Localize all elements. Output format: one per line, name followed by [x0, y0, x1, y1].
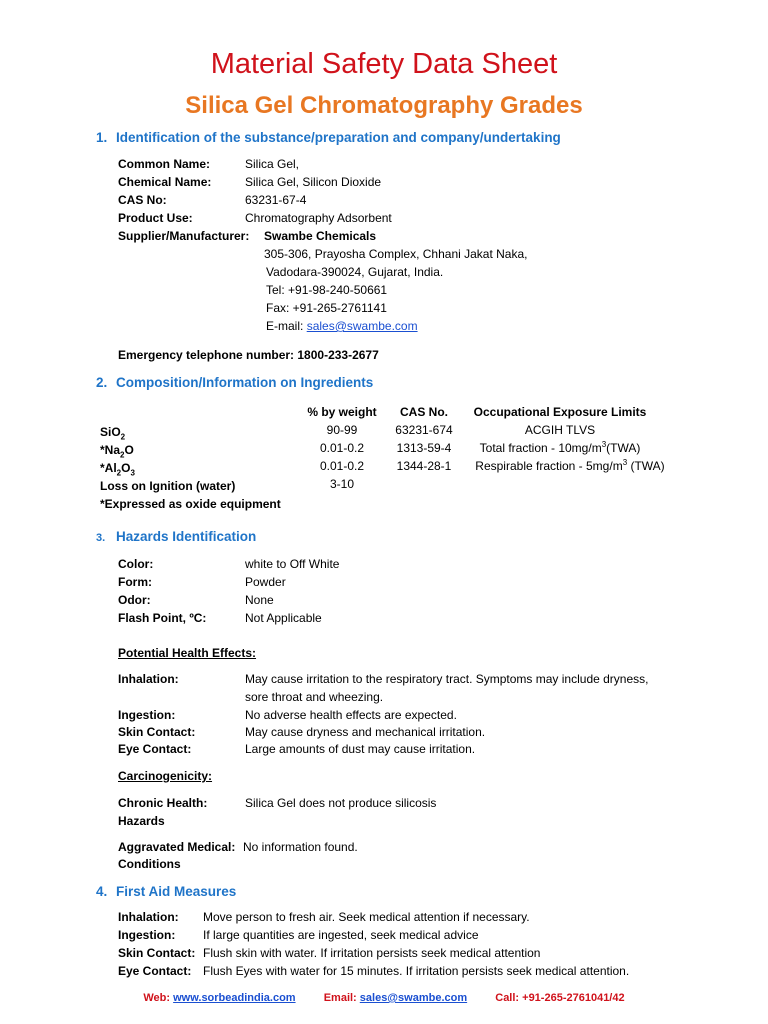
field-value: Not Applicable — [245, 611, 322, 625]
ingredient-oel — [460, 441, 660, 455]
footnote: *Expressed as oxide equipment — [100, 497, 281, 511]
telephone: Tel: +91-98-240-50661 — [266, 283, 388, 297]
oel-text: Respirable fraction - 5mg/m — [475, 459, 623, 473]
section-title: Hazards Identification — [116, 529, 257, 544]
ingredient-weight: 90-99 — [326, 423, 358, 437]
page-title: Material Safety Data Sheet — [210, 48, 558, 80]
ingredient-weight: 0.01-0.2 — [319, 441, 365, 455]
field-label: Form: — [118, 575, 152, 589]
asterisk: * — [100, 443, 105, 457]
formula-tail: O — [124, 443, 134, 457]
email-row — [266, 317, 418, 335]
ingredient-formula: Na — [104, 443, 121, 457]
ingredient-name — [100, 459, 135, 477]
ingredient-formula: SiO — [100, 425, 121, 439]
ingredient-weight: 0.01-0.2 — [319, 459, 365, 473]
field-label: Eye Contact: — [118, 964, 192, 978]
subscript: 2 — [116, 468, 122, 478]
field-value: Large amounts of dust may cause irritation. — [245, 742, 476, 756]
footer-call: Call: +91-265-2761041/42 — [495, 992, 625, 1004]
superscript: 3 — [601, 440, 607, 449]
ingredient-formula: Al — [104, 461, 117, 475]
oel-tail: (TWA) — [627, 459, 665, 473]
email-link[interactable]: sales@swambe.com — [306, 319, 418, 333]
footer-email-label: Email: — [323, 992, 357, 1004]
section-title: First Aid Measures — [116, 884, 237, 899]
footer-web-link[interactable]: www.sorbeadindia.com — [173, 992, 296, 1004]
field-label: Inhalation: — [118, 910, 179, 924]
field-value: Silica Gel, Silicon Dioxide — [245, 175, 382, 189]
field-value: Chromatography Adsorbent — [245, 211, 392, 225]
field-value: Powder — [245, 575, 286, 589]
section-number: 1. — [96, 130, 108, 145]
field-label: Color: — [118, 557, 154, 571]
field-label: Odor: — [118, 593, 151, 607]
page-subtitle: Silica Gel Chromatography Grades — [185, 92, 583, 119]
ingredient-oel: ACGIH TLVS — [524, 423, 596, 437]
ingredient-weight: 3-10 — [329, 477, 355, 491]
field-value: Silica Gel does not produce silicosis — [245, 796, 437, 810]
ingredient-oel — [460, 459, 680, 473]
chronic-label-cont: Hazards — [118, 814, 165, 828]
col-header-weight: % by weight — [307, 405, 377, 419]
inhalation-cont: sore throat and wheezing. — [245, 690, 384, 704]
col-header-cas: CAS No. — [400, 405, 448, 419]
carcinogenicity-heading: Carcinogenicity: — [118, 769, 213, 783]
field-label: Ingestion: — [118, 928, 176, 942]
field-value: No adverse health effects are expected. — [245, 708, 457, 722]
supplier-name: Swambe Chemicals — [264, 229, 377, 243]
field-value: May cause dryness and mechanical irritation. — [245, 725, 486, 739]
field-label: Inhalation: — [118, 672, 179, 686]
field-label: Ingestion: — [118, 708, 176, 722]
ingredient-name — [100, 441, 134, 459]
section-number: 3. — [96, 532, 106, 544]
subscript: 2 — [120, 450, 125, 460]
ingredient-cas: 1313-59-4 — [396, 441, 452, 455]
ingredient-name: Loss on Ignition (water) — [100, 479, 236, 493]
address-line-2: Vadodara-390024, Gujarat, India. — [266, 265, 444, 279]
field-label: Chronic Health: — [118, 796, 208, 810]
email-label: E-mail: — [266, 319, 304, 333]
asterisk: * — [100, 461, 105, 475]
formula-tail: O — [121, 461, 131, 475]
aggravated-label-cont: Conditions — [118, 857, 181, 871]
oel-text: Total fraction - 10mg/m — [479, 441, 602, 455]
field-value: white to Off White — [245, 557, 340, 571]
subscript: 2 — [120, 432, 126, 442]
field-value: May cause irritation to the respiratory tract. Symptoms may include dryness, — [245, 672, 649, 686]
field-value: None — [245, 593, 274, 607]
fax: Fax: +91-265-2761141 — [266, 301, 387, 315]
subscript: 3 — [130, 468, 135, 478]
field-value: If large quantities are ingested, seek medical advice — [203, 928, 479, 942]
section-2-heading — [96, 375, 373, 390]
section-4-heading — [96, 884, 236, 899]
field-label: Supplier/Manufacturer: — [118, 229, 250, 243]
section-number: 2. — [96, 375, 108, 390]
ingredient-cas: 63231-674 — [395, 423, 453, 437]
field-label: Common Name: — [118, 157, 211, 171]
section-3-heading — [96, 529, 256, 544]
field-label: Flash Point, ºC: — [118, 611, 207, 625]
section-title: Composition/Information on Ingredients — [116, 375, 374, 390]
field-label: Eye Contact: — [118, 742, 192, 756]
field-value: Move person to fresh air. Seek medical attention if necessary. — [203, 910, 530, 924]
col-header-oel: Occupational Exposure Limits — [473, 405, 647, 419]
oel-tail: (TWA) — [606, 441, 641, 455]
health-effects-heading: Potential Health Effects: — [118, 646, 257, 660]
page-footer — [0, 992, 768, 1004]
field-value: Flush skin with water. If irritation persists seek medical attention — [203, 946, 541, 960]
ingredient-cas: 1344-28-1 — [396, 459, 452, 473]
field-label: Chemical Name: — [118, 175, 212, 189]
field-value: Silica Gel, — [245, 157, 300, 171]
field-label: Product Use: — [118, 211, 193, 225]
ingredient-name — [100, 423, 125, 441]
footer-email-link[interactable]: sales@swambe.com — [359, 992, 468, 1004]
address-line-1: 305-306, Prayosha Complex, Chhani Jakat Naka, — [264, 247, 528, 261]
field-value: 63231-67-4 — [245, 193, 307, 207]
field-label: Skin Contact: — [118, 725, 196, 739]
field-label: Skin Contact: — [118, 946, 196, 960]
section-number: 4. — [96, 884, 108, 899]
field-value: Flush Eyes with water for 15 minutes. If irritation persists seek medical attention. — [203, 964, 630, 978]
superscript: 3 — [622, 458, 628, 467]
emergency-phone: Emergency telephone number: 1800-233-2677 — [118, 348, 379, 362]
section-1-heading — [96, 130, 561, 145]
section-title: Identification of the substance/preparation and company/undertaking — [116, 130, 561, 145]
field-value: No information found. — [243, 840, 358, 854]
field-label: Aggravated Medical: — [118, 840, 236, 854]
field-label: CAS No: — [118, 193, 167, 207]
footer-web-label: Web: — [143, 992, 171, 1004]
